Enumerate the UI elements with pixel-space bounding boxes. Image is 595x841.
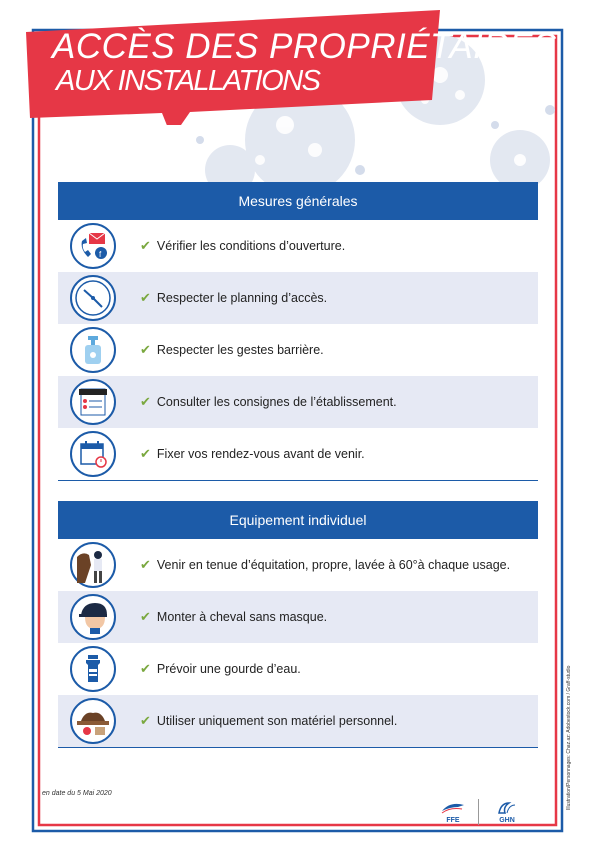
list-item bbox=[58, 220, 538, 272]
list-item bbox=[58, 272, 538, 324]
ffe-logo bbox=[428, 801, 478, 824]
rider-with-horse-icon bbox=[70, 542, 116, 588]
section-heading-equipment: Equipement individuel bbox=[58, 501, 538, 539]
logos bbox=[428, 793, 536, 831]
item-text: Venir en tenue d’équitation, propre, lavée à 60°à chaque usage. bbox=[156, 558, 511, 572]
list-item bbox=[58, 591, 538, 643]
ffe-logo-text: FFE bbox=[446, 816, 460, 824]
check-icon: ✔ bbox=[140, 713, 151, 728]
water-bottle-icon bbox=[70, 646, 116, 692]
page-title bbox=[52, 28, 557, 96]
item-text: Consulter les consignes de l’établissement. bbox=[156, 395, 397, 409]
phone-mail-facebook-icon bbox=[70, 223, 116, 269]
check-icon: ✔ bbox=[140, 238, 151, 253]
check-icon: ✔ bbox=[140, 661, 151, 676]
item-text: Respecter le planning d’accès. bbox=[156, 291, 328, 305]
ghn-logo bbox=[479, 801, 535, 824]
check-icon: ✔ bbox=[140, 394, 151, 409]
check-icon: ✔ bbox=[140, 342, 151, 357]
calendar-icon bbox=[70, 431, 116, 477]
check-icon: ✔ bbox=[140, 557, 151, 572]
item-text: Fixer vos rendez-vous avant de venir. bbox=[156, 447, 365, 461]
section-divider bbox=[58, 480, 538, 481]
rider-helmet-icon bbox=[70, 594, 116, 640]
item-text: Utiliser uniquement son matériel personnel. bbox=[156, 714, 398, 728]
section-heading-general: Mesures générales bbox=[58, 182, 538, 220]
information-board-icon bbox=[70, 379, 116, 425]
title-line-2: AUX INSTALLATIONS bbox=[56, 65, 320, 97]
item-text: Monter à cheval sans masque. bbox=[156, 610, 328, 624]
list-item bbox=[58, 695, 538, 747]
list-item bbox=[58, 539, 538, 591]
check-icon: ✔ bbox=[140, 290, 151, 305]
list-item bbox=[58, 324, 538, 376]
list-item bbox=[58, 643, 538, 695]
clock-icon bbox=[70, 275, 116, 321]
title-line-1: ACCÈS DES PROPRIÉTAIRES bbox=[52, 27, 557, 66]
check-icon: ✔ bbox=[140, 446, 151, 461]
illustration-credits: Illustration/Personnages: Chaz.az: Adobestock.com / Graff-studio bbox=[566, 665, 572, 810]
ghn-logo-text: GHN bbox=[499, 816, 515, 824]
list-item bbox=[58, 428, 538, 480]
section-divider bbox=[58, 747, 538, 748]
publication-date: en date du 5 Mai 2020 bbox=[42, 790, 112, 797]
hand-sanitizer-icon bbox=[70, 327, 116, 373]
svg-text:f: f bbox=[99, 250, 102, 259]
list-item bbox=[58, 376, 538, 428]
check-icon: ✔ bbox=[140, 609, 151, 624]
item-text: Prévoir une gourde d’eau. bbox=[156, 662, 301, 676]
item-text: Respecter les gestes barrière. bbox=[156, 343, 324, 357]
saddle-equipment-icon bbox=[70, 698, 116, 744]
item-text: Vérifier les conditions d’ouverture. bbox=[156, 239, 346, 253]
